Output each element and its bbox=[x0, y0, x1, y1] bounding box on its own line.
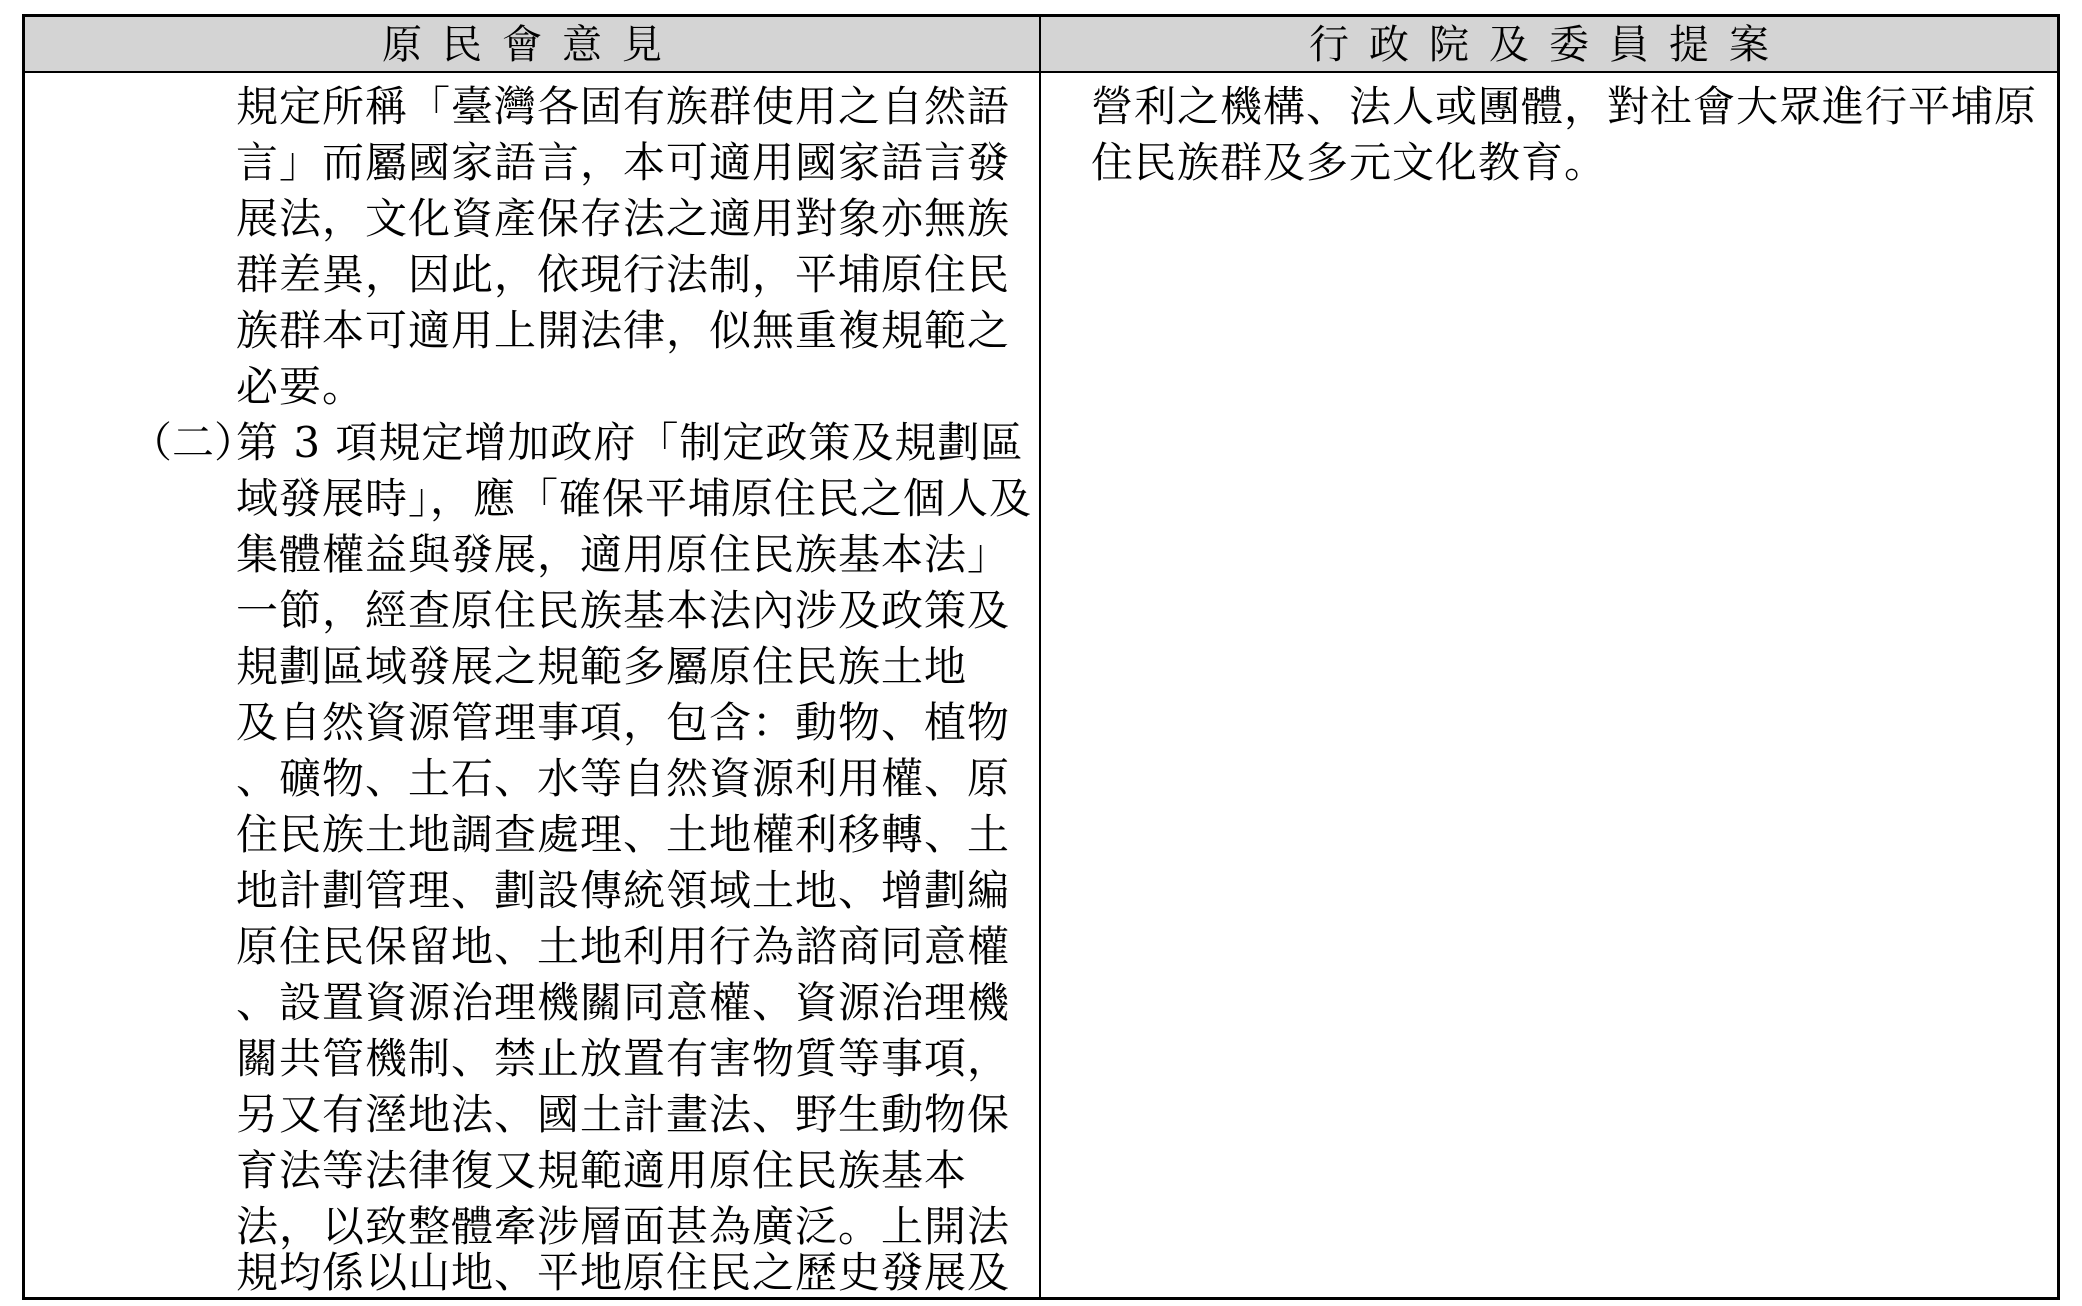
left-line-21: 法，以致整體牽涉層面甚為廣泛。上開法 bbox=[236, 1202, 1011, 1251]
left-line-14: 住民族土地調查處理、土地權利移轉、土 bbox=[236, 810, 1011, 859]
left-line-7: 第 3 項規定增加政府「制定政策及規劃區 bbox=[236, 418, 1024, 467]
right-body-cell bbox=[1041, 73, 2057, 1297]
left-line-20: 育法等法律復又規範適用原住民族基本 bbox=[236, 1146, 968, 1195]
left-line-13: 、礦物、土石、水等自然資源利用權、原 bbox=[236, 754, 1011, 803]
left-line-5: 族群本可適用上開法律，似無重複規範之 bbox=[236, 306, 1011, 355]
left-line-10: 一節，經查原住民族基本法內涉及政策及 bbox=[236, 586, 1011, 635]
left-line-2: 言」而屬國家語言，本可適用國家語言發 bbox=[236, 138, 1011, 187]
left-line-1: 規定所稱「臺灣各固有族群使用之自然語 bbox=[236, 82, 1011, 131]
left-line-11: 規劃區域發展之規範多屬原住民族土地 bbox=[236, 642, 968, 691]
left-line-16: 原住民保留地、土地利用行為諮商同意權 bbox=[236, 922, 1011, 971]
right-line-2: 住民族群及多元文化教育。 bbox=[1091, 138, 1608, 187]
left-line-22: 規均係以山地、平地原住民之歷史發展及 bbox=[236, 1248, 1011, 1297]
left-body-cell bbox=[25, 73, 1041, 1297]
left-line-15: 地計劃管理、劃設傳統領域土地、增劃編 bbox=[236, 866, 1011, 915]
left-line-9: 集體權益與發展，適用原住民族基本法」 bbox=[236, 530, 1011, 579]
left-line-19: 另又有溼地法、國土計畫法、野生動物保 bbox=[236, 1090, 1011, 1139]
header-executive-yuan-proposal: 行政院及委員提案 bbox=[1041, 17, 2057, 73]
comparison-table bbox=[22, 14, 2060, 1300]
header-indigenous-council-opinion: 原民會意見 bbox=[25, 17, 1041, 73]
left-line-8: 域發展時」，應「確保平埔原住民之個人及 bbox=[236, 474, 1033, 523]
left-line-6: 必要。 bbox=[236, 362, 366, 411]
left-line-4: 群差異，因此，依現行法制，平埔原住民 bbox=[236, 250, 1011, 299]
right-line-1: 營利之機構、法人或團體，對社會大眾進行平埔原 bbox=[1091, 82, 2038, 131]
left-line-17: 、設置資源治理機關同意權、資源治理機 bbox=[236, 978, 1011, 1027]
left-line-3: 展法，文化資產保存法之適用對象亦無族 bbox=[236, 194, 1011, 243]
item-marker-2: （二） bbox=[130, 418, 257, 467]
left-line-18: 關共管機制、禁止放置有害物質等事項， bbox=[236, 1034, 1011, 1083]
left-line-12: 及自然資源管理事項，包含：動物、植物 bbox=[236, 698, 1011, 747]
